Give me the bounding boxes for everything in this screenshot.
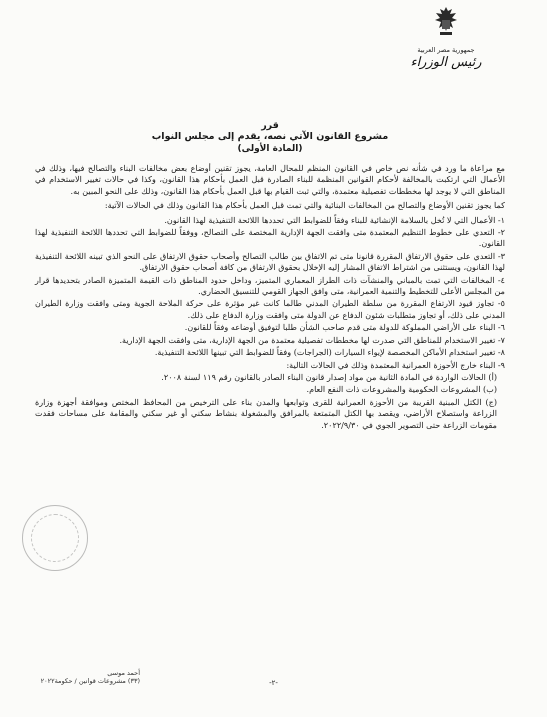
office-title: رئيس الوزراء xyxy=(410,55,482,70)
list-item: ٧- تغيير الاستخدام للمناطق التي صدرت لها مخططات تفصيلية معتمدة من الجهة الإدارية، متى وافقت الجهة الإدارية. xyxy=(119,334,505,345)
list-item: ٣- التعدي على حقوق الارتفاق المقررة قانونا متى تم الاتفاق بين طالب التصالح وأصحاب حقوق الارتفاق على النحو الذي تبينه اللائحة التنفيذية لهذا القانون، ويستثنى من اشتراط الاتفاق المشار إليه الإخلال بحقوق الارتفاق من كافة أصحاب حقوق الارتفاق. xyxy=(35,250,505,273)
list-item: ٦- البناء على الأراضي المملوكة للدولة متى قدم صاحب الشأن طلبا لتوفيق أوضاعه وفقاً للقانون. xyxy=(184,322,505,333)
official-seal-icon xyxy=(22,505,88,571)
bill-title: مشروع القانون الآتي نصه، يقدم إلى مجلس النواب xyxy=(151,131,389,142)
document-body xyxy=(35,120,505,432)
eagle-emblem-icon xyxy=(433,6,459,38)
cases-list xyxy=(35,215,505,371)
sub-cases-list xyxy=(35,372,505,431)
list-item: ٨- تغيير استخدام الأماكن المخصصة لإيواء السيارات (الجراجات) وفقاً للضوابط التي تبينها اللائحة التنفيذية. xyxy=(154,347,505,358)
paragraph: كما يجوز تقنين الأوضاع والتصالح من المخالفات البنائية والتي تمت قبل العمل بأحكام هذا القانون وذلك في الحالات الآتية: xyxy=(104,200,505,211)
list-item: ١- الأعمال التي لا تُخل بالسلامة الإنشائية للبناء وفقاً للضوابط التي تحددها اللائحة التنفيذية لهذا القانون. xyxy=(164,214,505,225)
decree-word: قرر xyxy=(261,120,279,131)
letterhead xyxy=(401,6,491,70)
signature-name: أحمد موسى xyxy=(107,669,140,677)
sub-list-item: (ج) الكتل المبنية القريبة من الأحوزة العمرانية للقرى وتوابعها والمدن بناء على الترخيص من المحافظ المختص وموافقة أجهزة وزارة الزراعة واستصلاح الأراضي، ويقصد بها الكتل المتمتعة بالمرافق والمشغولة بنشاط سكني أو غير سكني والمقامة على مساحات فقدت مقومات الزراعة حتى التصوير الجوي في ٢٠٢٢/٩/٣٠. xyxy=(35,396,497,430)
sub-list-item: (ب) المشروعات الحكومية والمشروعات ذات النفع العام. xyxy=(306,384,497,395)
list-item: ٤- المخالفات التي تمت بالمباني والمنشآت ذات الطراز المعماري المتميز، وداخل حدود المناطق ذات القيمة المتميزة الصادر بتحديدها قرار من المجلس الأعلى للتخطيط والتنمية العمرانية، متى وافق الجهاز القومي للتنسيق الحضاري. xyxy=(35,274,505,297)
list-item: ٩- البناء خارج الأحوزة العمرانية المعتمدة وذلك في الحالات التالية: xyxy=(286,359,505,370)
article-heading: (المادة الأولى) xyxy=(237,144,303,154)
list-item: ٢- التعدي على خطوط التنظيم المعتمدة متى وافقت الجهة الإدارية المختصة على التصالح، ووفقاً للضوابط التي تحددها اللائحة التنفيذية لهذا القانون. xyxy=(35,227,505,249)
sub-list-item: (أ) الحالات الواردة في المادة الثانية من مواد إصدار قانون البناء الصادر بالقانون رقم ١١٩ لسنة ٢٠٠٨. xyxy=(161,371,497,382)
reference-number: (٣٣) مشروعات قوانين / حكومة٢٠٢٢ xyxy=(40,677,140,685)
paragraph: مع مراعاة ما ورد في شأنه نص خاص في القانون المنظم للمحال العامة، يجوز تقنين أوضاع بعض مخالفات البناء والتصالح فيها، وذلك في الأعمال التي ارتكبت بالمخالفة لأحكام القوانين المنظمة للبناء الصادرة قبل العمل بأحكام هذا القانون، وكذا في حالات تغيير الاستخدام في المناطق التي لا يوجد لها مخططات تفصيلية معتمدة، والتي ثبت القيام بها قبل العمل بأحكام هذا القانون، وذلك على النحو المبين به. xyxy=(35,163,505,196)
page-number: -٢- xyxy=(269,679,278,687)
republic-name: جمهورية مصر العربية xyxy=(417,46,475,54)
list-item: ٥- تجاوز قيود الارتفاع المقررة من سلطة الطيران المدني طالما كانت غير مؤثرة على حركة الملاحة الجوية ومتى وافقت وزارة الطيران المدني على ذلك، أو تجاوز متطلبات شئون الدفاع عن الدولة متى وافقت وزارة الدفاع على ذلك. xyxy=(35,298,505,320)
